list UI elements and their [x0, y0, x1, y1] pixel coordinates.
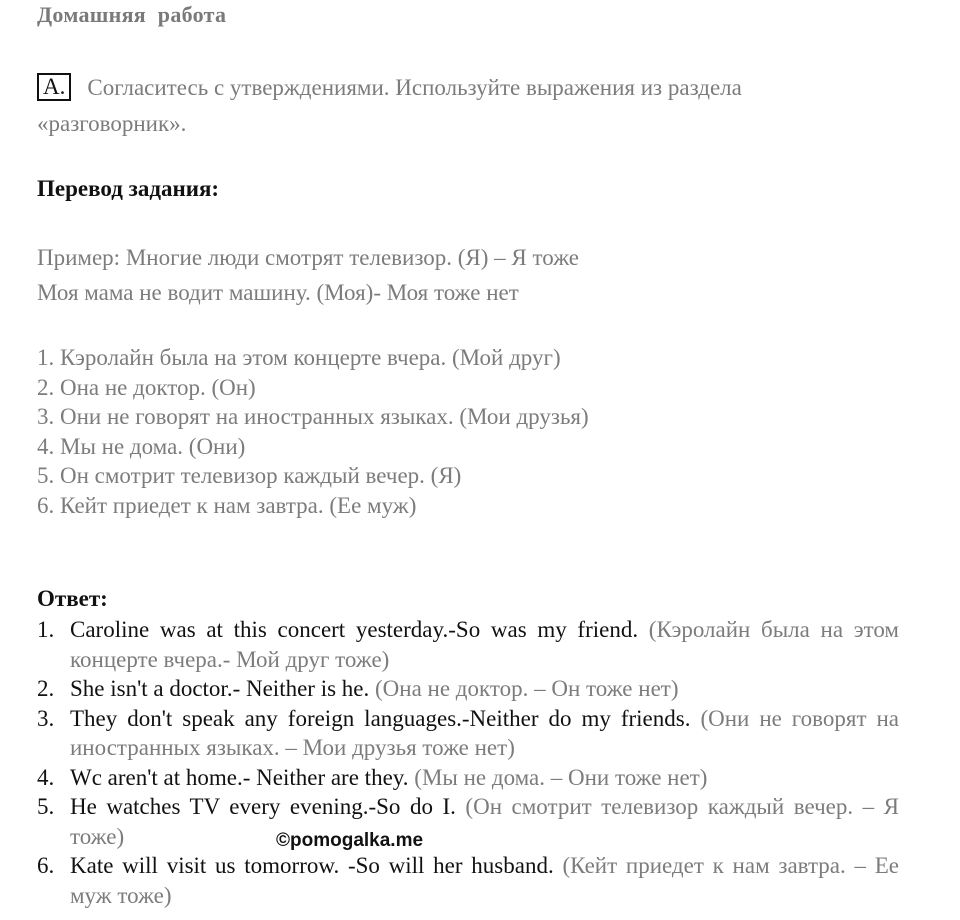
answer-english: She isn't a doctor.- Neither is he. [70, 676, 370, 701]
answer-number: 1. [37, 617, 55, 642]
task-item: 1. Кэролайн была на этом концерте вчера. (Мой друг) [37, 345, 561, 370]
answer-number: 4. [37, 764, 55, 790]
page-title: Домашняя работа [37, 2, 227, 27]
task-item: 6. Кейт приедет к нам завтра. (Ее муж) [37, 492, 417, 518]
answer-item [37, 615, 899, 674]
answer-number: 5. [37, 794, 55, 819]
answer-item [37, 792, 899, 851]
task-item: 5. Он смотрит телевизор каждый вечер. (Я) [37, 463, 462, 488]
answer-heading: Ответ: [37, 586, 108, 611]
example-block [37, 240, 579, 310]
answer-english: Wc aren't at home.- Neither are they. [70, 764, 409, 790]
task-item: 2. Она не доктор. (Он) [37, 374, 256, 400]
answer-item [37, 674, 899, 704]
translation-heading: Перевод задания: [37, 176, 220, 201]
answer-item [37, 851, 899, 910]
answer-translation: (Кэролайн была на этом концерте вчера.- Мой друг тоже) [70, 617, 899, 672]
answer-list [37, 615, 899, 910]
watermark: ©pomogalka.me [276, 830, 424, 851]
answer-number: 2. [37, 676, 55, 701]
task-statement [37, 70, 857, 142]
answer-english: They don't speak any foreign languages.-Neither do my friends. [70, 705, 691, 731]
task-label: A. [37, 73, 71, 101]
answer-translation: (Мы не дома. – Они тоже нет) [414, 764, 708, 790]
task-item: 3. Они не говорят на иностранных языках. (Мои друзья) [37, 404, 589, 429]
task-item: 4. Мы не дома. (Они) [37, 433, 246, 459]
answer-item [37, 704, 899, 763]
task-text: Согласитесь с утверждениями. Используйте выражения из раздела «разговорник». [37, 75, 742, 136]
answer-item [37, 763, 899, 793]
answer-english: He watches TV every evening.-So do I. [70, 794, 456, 819]
answer-english: Caroline was at this concert yesterday.-So was my friend. [70, 617, 639, 642]
answer-number: 6. [37, 853, 55, 878]
example-line: Пример: Многие люди смотрят телевизор. (Я) – Я тоже [37, 245, 579, 270]
answer-translation: (Она не доктор. – Он тоже нет) [375, 676, 679, 701]
answer-english: Kate will visit us tomorrow. -So will her husband. [70, 853, 554, 878]
answer-translation: (Кейт приедет к нам завтра. – Ее муж тоже) [70, 853, 899, 908]
answer-number: 3. [37, 705, 55, 731]
task-list [37, 343, 589, 520]
answer-translation: (Он смотрит телевизор каждый вечер. – Я тоже) [70, 794, 899, 849]
example-line: Моя мама не водит машину. (Моя)- Моя тоже нет [37, 280, 519, 305]
answer-translation: (Они не говорят на иностранных языках. – Мои друзья тоже нет) [70, 705, 900, 760]
